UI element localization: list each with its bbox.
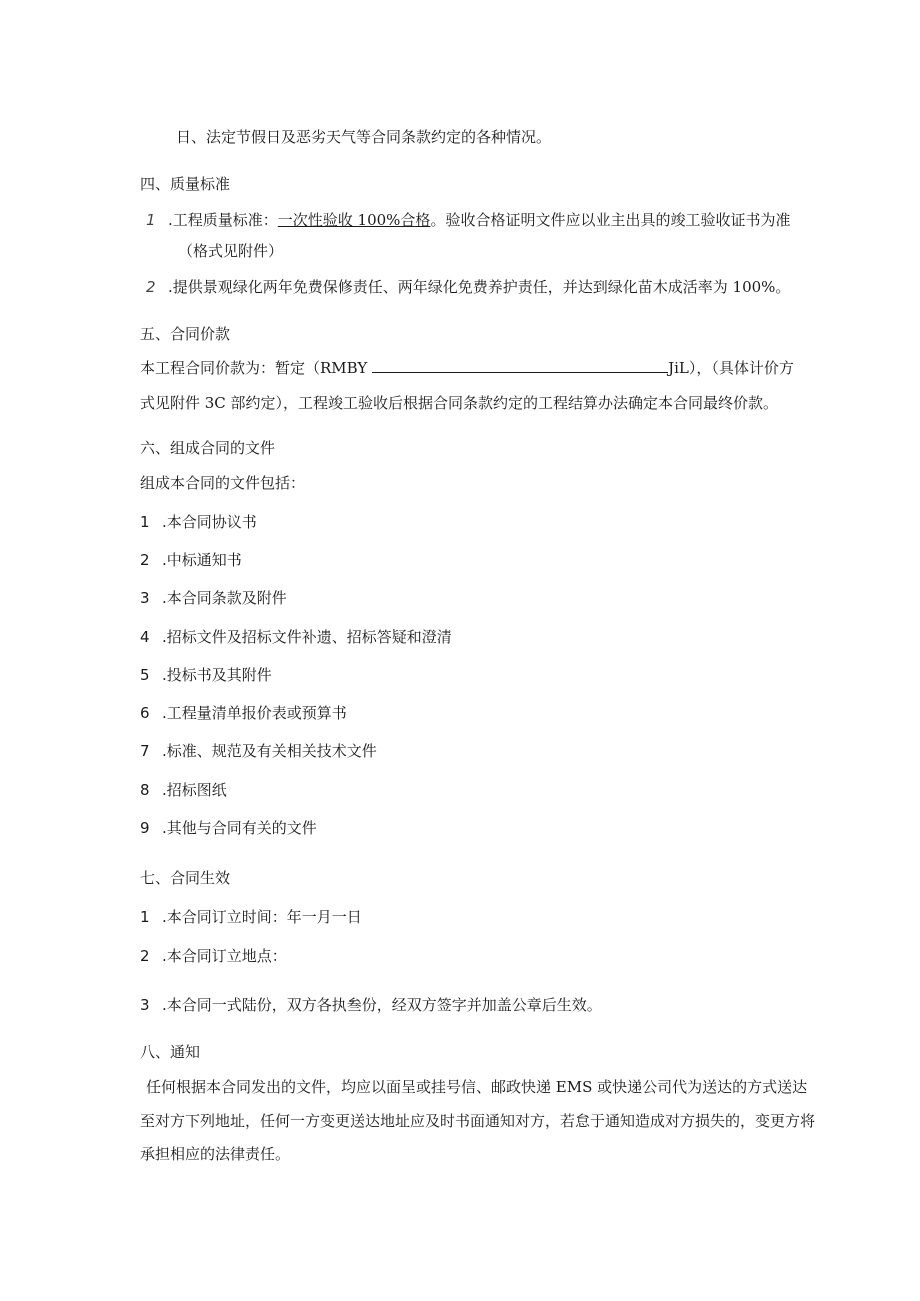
s7-item-number: 2 [140,947,150,965]
s6-item-text: .中标通知书 [162,551,242,569]
s6-item-number: 2 [140,551,150,569]
s6-item-text: .招标文件及招标文件补遗、招标答疑和澄清 [162,628,452,646]
s4-item-1-rest: 。验收合格证明文件应以业主出具的竣工验收证书为准 [430,211,791,229]
s7-item-text: .本合同订立地点： [162,947,287,965]
s8-paragraph-line-1: 任何根据本合同发出的文件，均应以面呈或挂号信、邮政快递 EMS 或快递公司代为送达的方式送达 [146,1078,808,1096]
s6-item-text: .本合同协议书 [162,513,257,531]
intro-line: 日、法定节假日及恶劣天气等合同条款约定的各种情况。 [176,128,552,146]
s6-list-item [140,779,820,801]
section-4-title: 四、质量标准 [140,175,231,193]
s6-item-text: .招标图纸 [162,781,227,799]
price-blank-line [372,358,668,373]
s4-item-1-underlined: 一次性验收 100%合格 [277,211,431,229]
s7-item-number: 1 [140,908,150,926]
s6-list-item [140,817,820,839]
section-6-title: 六、组成合同的文件 [140,439,276,457]
s6-list-item [140,549,820,571]
s4-item-2 [146,276,826,298]
s7-item-text: .本合同订立时间：年一月一日 [162,908,362,926]
s7-item-number: 3 [140,996,150,1014]
s6-item-text: .本合同条款及附件 [162,589,287,607]
s6-list-item [140,740,820,762]
s6-list-item [140,626,820,648]
section-8-title: 八、通知 [140,1043,201,1061]
s6-item-number: 9 [140,819,150,837]
s5-line-1-end: JiL），（具体计价方 [668,359,794,377]
s6-item-text: .标准、规范及有关相关技术文件 [162,742,377,760]
s7-list-item [140,906,820,928]
s6-list-item [140,664,820,686]
s6-list-item [140,587,820,609]
s5-line-1-start: 本工程合同价款为：暂定（RMBY [140,359,373,377]
s5-line-2: 式见附件 3C 部约定），工程竣工验收后根据合同条款约定的工程结算办法确定本合同最终价款。 [140,394,779,412]
s6-item-number: 1 [140,513,150,531]
section-7-title: 七、合同生效 [140,869,231,887]
s6-item-text: .其他与合同有关的文件 [162,819,317,837]
s6-intro: 组成本合同的文件包括： [140,474,306,492]
s8-paragraph-line-3: 承担相应的法律责任。 [140,1145,291,1163]
s6-item-number: 8 [140,781,150,799]
s4-item-1-number: 1 [146,211,156,229]
s4-item-2-text: .提供景观绿化两年免费保修责任、两年绿化免费养护责任，并达到绿化苗木成活率为 100%。 [168,278,791,296]
s7-list-item [140,945,820,967]
section-5-title: 五、合同价款 [140,325,231,343]
s5-line-1 [140,357,820,379]
s7-item-text: .本合同一式陆份，双方各执叁份，经双方签字并加盖公章后生效。 [162,996,602,1014]
s6-list-item [140,702,820,724]
s7-list-item [140,994,820,1016]
s6-item-number: 6 [140,704,150,722]
s4-item-2-number: 2 [146,278,156,296]
s6-list-item [140,511,820,533]
s6-item-number: 7 [140,742,150,760]
s6-item-number: 5 [140,666,150,684]
s6-item-number: 3 [140,589,150,607]
s8-paragraph-line-2: 至对方下列地址，任何一方变更送达地址应及时书面通知对方，若怠于通知造成对方损失的，变更方将 [140,1112,816,1130]
s6-item-number: 4 [140,628,150,646]
s6-item-text: .工程量清单报价表或预算书 [162,704,347,722]
s4-item-1-continuation: （格式见附件） [178,242,284,260]
s4-item-1-prefix: .工程质量标准： [168,211,278,229]
s6-item-text: .投标书及其附件 [162,666,272,684]
s4-item-1 [146,209,826,231]
